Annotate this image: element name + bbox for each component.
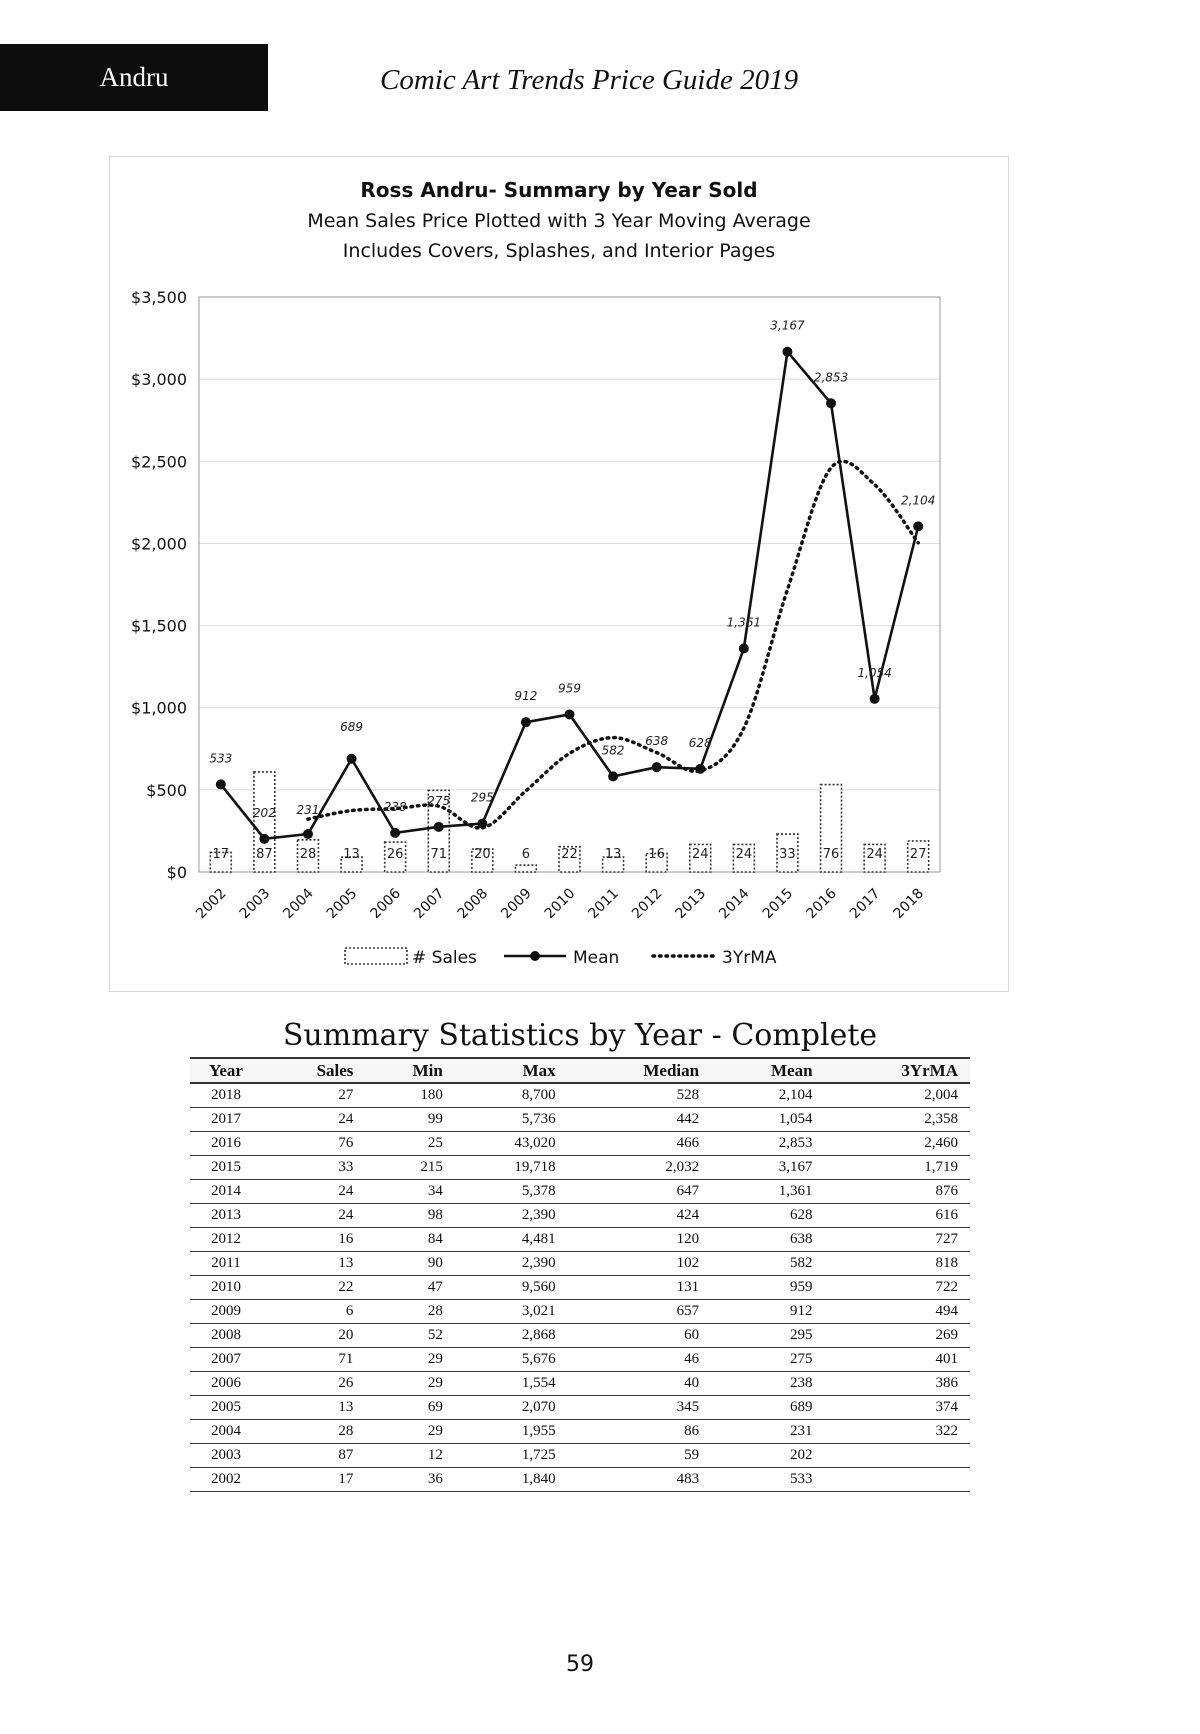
table-row (190, 1468, 970, 1492)
table-cell: 1,955 (455, 1420, 568, 1444)
mean-value-label: 533 (209, 751, 233, 766)
table-row (190, 1348, 970, 1372)
table-cell: 2008 (190, 1324, 262, 1348)
sales-bar-label: 27 (909, 847, 927, 862)
table-cell: 98 (365, 1204, 454, 1228)
mean-value-label: 582 (601, 743, 625, 758)
x-tick-label: 2014 (716, 885, 753, 923)
legend-3yrma-label: 3YrMA (722, 948, 777, 968)
table-cell: 1,840 (455, 1468, 568, 1492)
x-tick-label: 2013 (672, 885, 710, 923)
table-cell: 16 (262, 1228, 365, 1252)
mean-point (695, 764, 705, 774)
table-cell: 28 (365, 1300, 454, 1324)
table-cell: 2014 (190, 1180, 262, 1204)
table-cell: 29 (365, 1348, 454, 1372)
table-cell: 616 (825, 1204, 970, 1228)
column-header-min: Min (365, 1058, 454, 1083)
legend-sales-swatch (345, 948, 407, 964)
column-header-max: Max (455, 1058, 568, 1083)
table-cell: 2010 (190, 1276, 262, 1300)
table-cell: 722 (825, 1276, 970, 1300)
table-cell: 401 (825, 1348, 970, 1372)
table-cell: 628 (711, 1204, 824, 1228)
table-cell: 6 (262, 1300, 365, 1324)
table-cell: 466 (568, 1132, 711, 1156)
sales-bar-label: 87 (256, 847, 273, 862)
y-tick-label: $1,000 (131, 698, 187, 718)
mean-value-label: 231 (296, 803, 320, 818)
table-cell: 86 (568, 1420, 711, 1444)
table-cell: 60 (568, 1324, 711, 1348)
table-cell: 99 (365, 1108, 454, 1132)
table-cell: 533 (711, 1468, 824, 1492)
table-cell (825, 1444, 970, 1468)
sales-bar-label: 6 (521, 847, 531, 862)
artist-tab (0, 44, 268, 111)
x-tick-label: 2009 (498, 885, 535, 923)
page-number: 59 (566, 1652, 594, 1677)
table-cell: 8,700 (455, 1083, 568, 1108)
table-cell: 528 (568, 1083, 711, 1108)
table-cell: 2003 (190, 1444, 262, 1468)
table-cell: 33 (262, 1156, 365, 1180)
table-body (190, 1083, 970, 1492)
legend-mean-marker (530, 951, 540, 961)
table-cell: 19,718 (455, 1156, 568, 1180)
table-row (190, 1372, 970, 1396)
x-tick-label: 2012 (628, 885, 666, 923)
mean-value-label: 1,054 (857, 665, 892, 680)
table-cell: 71 (262, 1348, 365, 1372)
table-cell: 3,167 (711, 1156, 824, 1180)
table-cell: 2006 (190, 1372, 262, 1396)
table-cell: 25 (365, 1132, 454, 1156)
sales-bar-label: 26 (386, 847, 404, 862)
column-header-sales: Sales (262, 1058, 365, 1083)
x-tick-label: 2005 (323, 885, 361, 923)
mean-value-label: 202 (252, 805, 276, 820)
y-tick-label: $3,500 (131, 288, 187, 307)
table-row (190, 1324, 970, 1348)
mean-point (782, 347, 792, 357)
table-cell: 2013 (190, 1204, 262, 1228)
table-cell: 5,378 (455, 1180, 568, 1204)
x-tick-label: 2008 (454, 885, 492, 923)
sales-bar-label: 13 (604, 847, 622, 862)
sales-bar-label: 13 (343, 847, 360, 862)
table-row (190, 1252, 970, 1276)
table-cell: 2,070 (455, 1396, 568, 1420)
table-cell: 27 (262, 1083, 365, 1108)
x-tick-label: 2016 (803, 885, 840, 923)
table-cell: 2,358 (825, 1108, 970, 1132)
table-cell: 5,736 (455, 1108, 568, 1132)
mean-point (477, 819, 487, 829)
mean-point (347, 754, 357, 764)
chart-container (109, 156, 1009, 992)
table-cell: 2,868 (455, 1324, 568, 1348)
table-row (190, 1444, 970, 1468)
table-cell: 322 (825, 1420, 970, 1444)
table-cell: 13 (262, 1396, 365, 1420)
sales-bar-label: 28 (299, 847, 317, 862)
sales-bar (515, 865, 536, 872)
table-cell: 2011 (190, 1252, 262, 1276)
table-cell: 9,560 (455, 1276, 568, 1300)
table-cell: 13 (262, 1252, 365, 1276)
y-tick-label: $3,000 (131, 370, 187, 390)
summary-statistics-table (190, 1057, 970, 1492)
table-cell: 90 (365, 1252, 454, 1276)
mean-point (521, 717, 531, 727)
table-cell: 20 (262, 1324, 365, 1348)
x-tick-label: 2003 (236, 885, 274, 923)
y-tick-label: $2,500 (131, 452, 187, 472)
legend-sales-label: # Sales (412, 948, 477, 968)
mean-point (565, 709, 575, 719)
table-row (190, 1204, 970, 1228)
mean-point (826, 398, 836, 408)
sales-bar-label: 76 (822, 847, 840, 862)
mean-value-label: 2,853 (813, 370, 849, 385)
mean-line (221, 352, 918, 839)
chart-subtitle-line: Includes Covers, Splashes, and Interior Pages (342, 240, 776, 262)
table-row (190, 1300, 970, 1324)
table-cell: 424 (568, 1204, 711, 1228)
table-cell: 24 (262, 1108, 365, 1132)
table-cell: 2017 (190, 1108, 262, 1132)
mean-point (434, 822, 444, 832)
table-cell: 28 (262, 1420, 365, 1444)
chart-title: Ross Andru- Summary by Year Sold (360, 178, 758, 202)
table-cell: 40 (568, 1372, 711, 1396)
table-cell: 120 (568, 1228, 711, 1252)
table-cell: 2,390 (455, 1204, 568, 1228)
table-cell: 374 (825, 1396, 970, 1420)
artist-tab-label: Andru (99, 62, 169, 92)
table-row (190, 1276, 970, 1300)
table-cell: 295 (711, 1324, 824, 1348)
table-cell: 52 (365, 1324, 454, 1348)
mean-point (652, 762, 662, 772)
table-cell: 2009 (190, 1300, 262, 1324)
table-cell: 638 (711, 1228, 824, 1252)
table-cell: 22 (262, 1276, 365, 1300)
x-tick-label: 2018 (890, 885, 928, 923)
y-tick-label: $2,000 (131, 534, 187, 554)
table-cell: 17 (262, 1468, 365, 1492)
table-cell: 36 (365, 1468, 454, 1492)
mean-point (608, 771, 618, 781)
table-cell: 442 (568, 1108, 711, 1132)
table-row (190, 1180, 970, 1204)
mean-value-label: 2,104 (901, 493, 936, 508)
x-tick-label: 2010 (541, 885, 579, 923)
sales-bar-label: 24 (866, 847, 883, 862)
table-cell: 876 (825, 1180, 970, 1204)
table-cell: 582 (711, 1252, 824, 1276)
table-cell: 12 (365, 1444, 454, 1468)
table-cell: 2004 (190, 1420, 262, 1444)
table-cell: 2015 (190, 1156, 262, 1180)
table-cell: 2,460 (825, 1132, 970, 1156)
table-cell: 24 (262, 1204, 365, 1228)
y-tick-label: $500 (146, 780, 187, 800)
chart-subtitle-line: Mean Sales Price Plotted with 3 Year Moving Average (307, 210, 811, 232)
table-cell: 5,676 (455, 1348, 568, 1372)
table-cell: 1,725 (455, 1444, 568, 1468)
table-cell: 1,719 (825, 1156, 970, 1180)
table-cell: 2012 (190, 1228, 262, 1252)
mean-value-label: 275 (427, 793, 451, 808)
table-cell: 2,004 (825, 1083, 970, 1108)
table-cell: 29 (365, 1420, 454, 1444)
mean-value-label: 912 (514, 689, 538, 704)
table-cell: 131 (568, 1276, 711, 1300)
mean-value-label: 959 (558, 681, 581, 696)
mean-value-label: 295 (470, 790, 494, 805)
table-cell: 47 (365, 1276, 454, 1300)
mean-point (216, 779, 226, 789)
sales-bar-label: 24 (691, 847, 709, 862)
mean-value-label: 3,167 (770, 318, 805, 333)
x-tick-label: 2004 (280, 885, 317, 923)
table-cell: 180 (365, 1083, 454, 1108)
column-header-year: Year (190, 1058, 262, 1083)
mean-value-label: 628 (688, 735, 712, 750)
y-tick-label: $0 (166, 863, 187, 882)
mean-point (303, 829, 313, 839)
table-cell: 959 (711, 1276, 824, 1300)
table-cell: 87 (262, 1444, 365, 1468)
table-cell: 494 (825, 1300, 970, 1324)
table-cell: 2007 (190, 1348, 262, 1372)
x-tick-label: 2015 (759, 885, 797, 923)
table-row (190, 1420, 970, 1444)
table-header-row (190, 1058, 970, 1083)
mean-value-label: 689 (340, 719, 364, 734)
table-cell: 26 (262, 1372, 365, 1396)
mean-point (870, 694, 880, 704)
mean-value-label: 638 (645, 734, 669, 749)
table-cell: 84 (365, 1228, 454, 1252)
table-cell: 2,390 (455, 1252, 568, 1276)
sales-bar-label: 16 (648, 847, 665, 862)
summary-chart (110, 157, 1008, 991)
mean-value-label: 1,361 (726, 615, 762, 630)
table-cell: 818 (825, 1252, 970, 1276)
sales-bar-label: 71 (430, 847, 448, 862)
table-cell: 29 (365, 1372, 454, 1396)
y-tick-label: $1,500 (131, 616, 187, 636)
mean-point (913, 521, 923, 531)
table-cell: 46 (568, 1348, 711, 1372)
table-cell: 24 (262, 1180, 365, 1204)
table-cell: 202 (711, 1444, 824, 1468)
table-row (190, 1132, 970, 1156)
table-cell: 2016 (190, 1132, 262, 1156)
table-cell: 647 (568, 1180, 711, 1204)
table-cell: 2,853 (711, 1132, 824, 1156)
sales-bar-label: 17 (212, 847, 230, 862)
table-row (190, 1083, 970, 1108)
table-cell (825, 1468, 970, 1492)
table-cell: 34 (365, 1180, 454, 1204)
mean-point (390, 828, 400, 838)
table-cell: 2005 (190, 1396, 262, 1420)
sales-bar-label: 24 (735, 847, 753, 862)
table-cell: 269 (825, 1324, 970, 1348)
table-cell: 43,020 (455, 1132, 568, 1156)
table-cell: 345 (568, 1396, 711, 1420)
mean-point (739, 643, 749, 653)
table-cell: 657 (568, 1300, 711, 1324)
table-row (190, 1396, 970, 1420)
table-cell: 1,054 (711, 1108, 824, 1132)
table-cell: 215 (365, 1156, 454, 1180)
table-title: Summary Statistics by Year - Complete (282, 1018, 878, 1053)
column-header-mean: Mean (711, 1058, 824, 1083)
table-cell: 59 (568, 1444, 711, 1468)
mean-point (259, 834, 269, 844)
x-tick-label: 2007 (411, 885, 448, 923)
guide-title: Comic Art Trends Price Guide 2019 (380, 64, 799, 96)
table-cell: 689 (711, 1396, 824, 1420)
table-cell: 102 (568, 1252, 711, 1276)
table-cell: 727 (825, 1228, 970, 1252)
mean-value-label: 238 (383, 799, 407, 814)
table-cell: 238 (711, 1372, 824, 1396)
table-cell: 483 (568, 1468, 711, 1492)
table-cell: 2018 (190, 1083, 262, 1108)
table-row (190, 1228, 970, 1252)
x-tick-label: 2006 (367, 885, 404, 923)
table-cell: 1,554 (455, 1372, 568, 1396)
table-cell: 1,361 (711, 1180, 824, 1204)
table-row (190, 1108, 970, 1132)
table-cell: 2,032 (568, 1156, 711, 1180)
table-row (190, 1156, 970, 1180)
x-tick-label: 2011 (585, 885, 622, 923)
column-header-median: Median (568, 1058, 711, 1083)
legend-mean-label: Mean (573, 948, 620, 968)
table-cell: 4,481 (455, 1228, 568, 1252)
table-cell: 69 (365, 1396, 454, 1420)
table-cell: 912 (711, 1300, 824, 1324)
table-cell: 231 (711, 1420, 824, 1444)
x-tick-label: 2017 (846, 885, 884, 923)
x-tick-label: 2002 (193, 885, 230, 923)
table-cell: 3,021 (455, 1300, 568, 1324)
sales-bar-label: 33 (779, 847, 796, 862)
table-cell: 275 (711, 1348, 824, 1372)
column-header-3yrma: 3YrMA (825, 1058, 970, 1083)
table-cell: 386 (825, 1372, 970, 1396)
table-cell: 2,104 (711, 1083, 824, 1108)
sales-bar-label: 22 (561, 847, 578, 862)
table-cell: 76 (262, 1132, 365, 1156)
sales-bar-label: 20 (474, 847, 491, 862)
table-cell: 2002 (190, 1468, 262, 1492)
